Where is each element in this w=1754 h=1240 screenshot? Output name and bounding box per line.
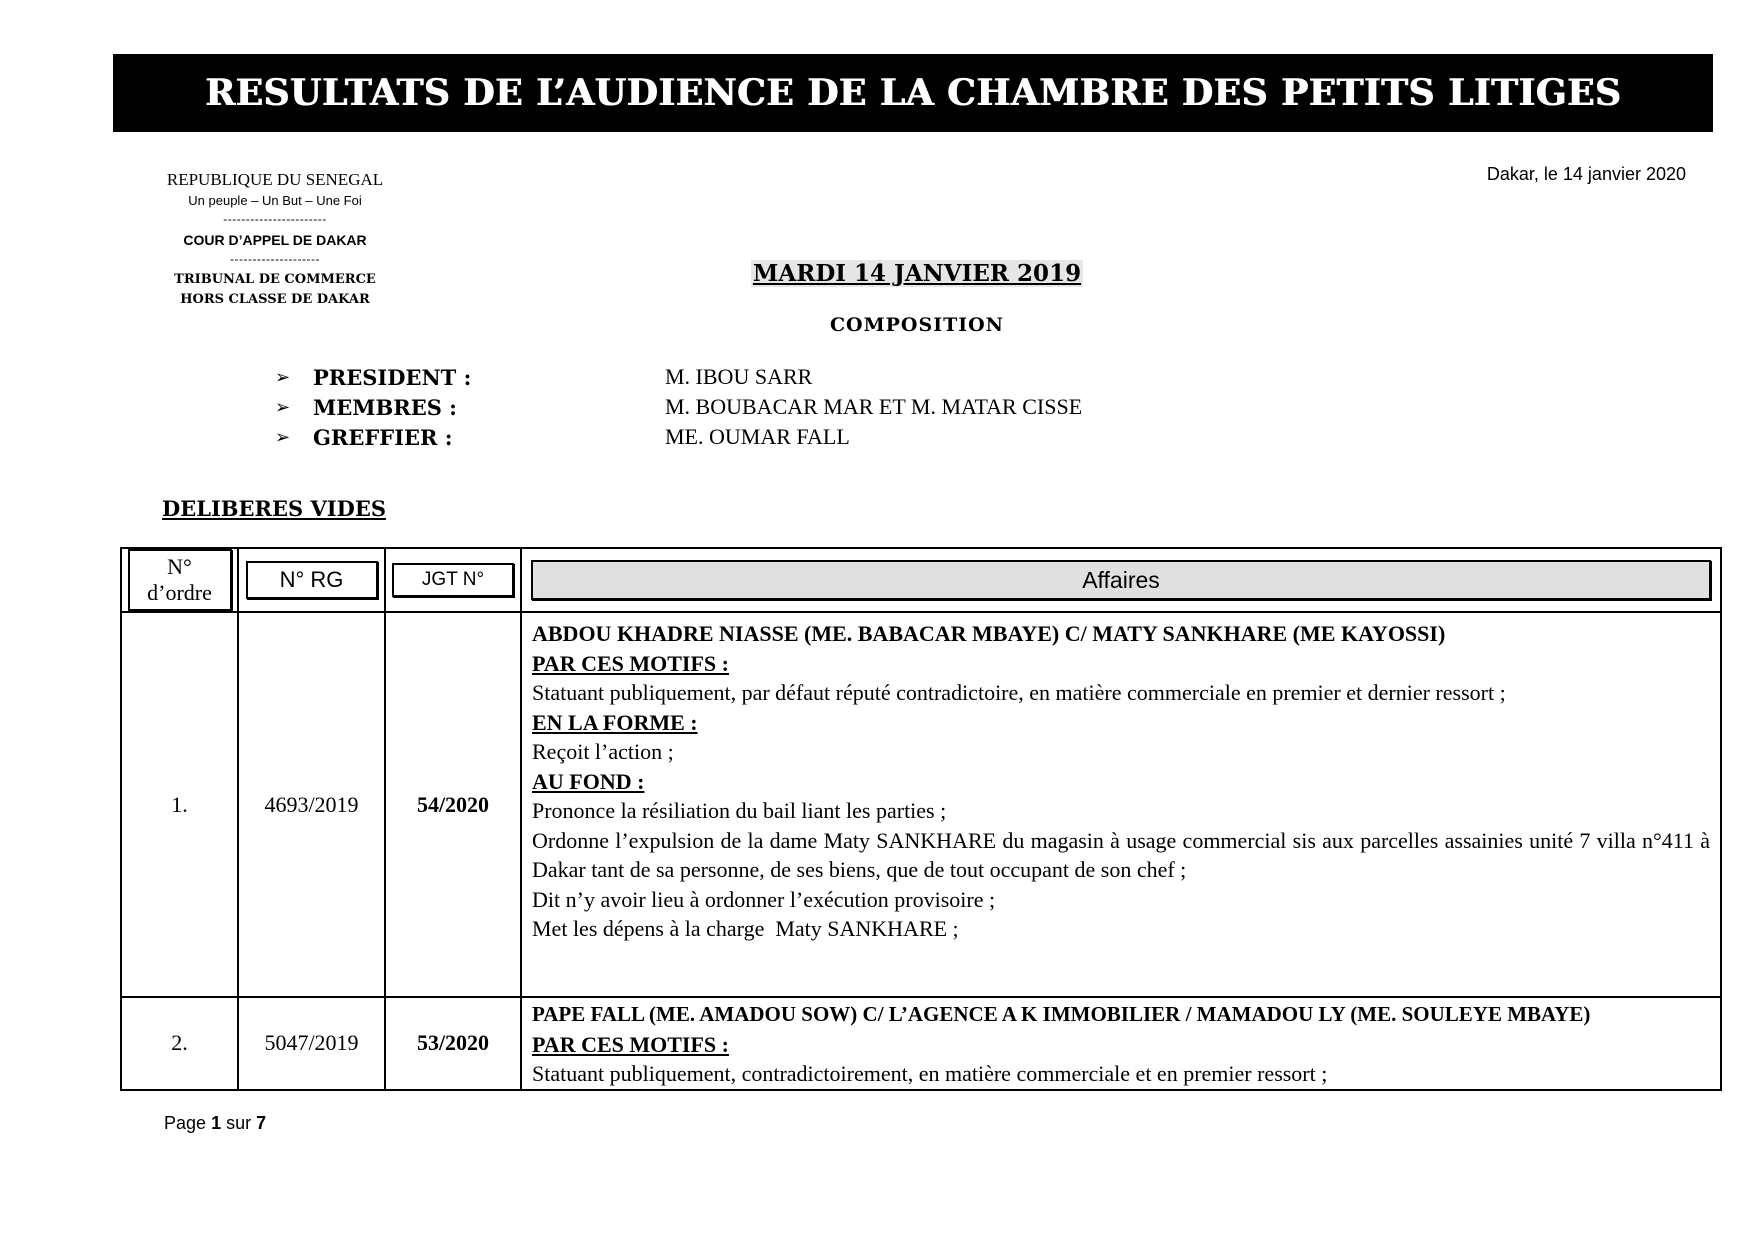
tribunal-name-line1: TRIBUNAL DE COMMERCE: [174, 272, 376, 287]
page-word: Page: [164, 1113, 207, 1133]
motifs-label: PAR CES MOTIFS :: [532, 1031, 729, 1057]
composition-name: M. IBOU SARR: [665, 364, 813, 389]
page-sep: sur: [226, 1113, 252, 1133]
header-affaires: Affaires: [521, 548, 1721, 612]
hearing-date-text: MARDI 14 JANVIER 2019: [752, 260, 1082, 287]
composition-role: MEMBRES :: [313, 394, 457, 420]
motifs-text: Statuant publiquement, contradictoirement, en matière commerciale et en premier ressort ;: [532, 1061, 1328, 1086]
composition-name: M. BOUBACAR MAR ET M. MATAR CISSE: [665, 394, 1083, 419]
composition-row: [275, 392, 1175, 422]
header-ordre-line1: N°: [167, 554, 192, 579]
cases-table: [120, 547, 1722, 1091]
cell-affaire: [521, 997, 1721, 1090]
fond-text: Prononce la résiliation du bail liant les parties ;: [532, 798, 947, 823]
tribunal-name-line2: HORS CLASSE DE DAKAR: [180, 292, 370, 307]
separator: -----------------------: [223, 212, 327, 226]
separator: --------------------: [230, 252, 320, 266]
issuer-block: [150, 170, 400, 310]
cell-ordre: 1.: [121, 612, 238, 997]
cell-rg: 4693/2019: [238, 612, 385, 997]
cell-affaire: [521, 612, 1721, 997]
cell-jgt: 54/2020: [385, 612, 521, 997]
table-header-row: [121, 548, 1721, 612]
composition-list: [275, 362, 1175, 452]
cell-rg: 5047/2019: [238, 997, 385, 1090]
arrow-bullet-icon: ➢: [275, 366, 291, 388]
hearing-date: [600, 260, 1234, 287]
composition-row: [275, 362, 1175, 392]
motifs-label: PAR CES MOTIFS :: [532, 650, 729, 676]
header-ordre-line2: d’ordre: [147, 580, 212, 605]
fond-text: Met les dépens à la charge Maty SANKHARE ;: [532, 916, 959, 941]
page-title: RESULTATS DE L’AUDIENCE DE LA CHAMBRE DES PETITS LITIGES: [204, 72, 1622, 114]
motifs-text: Statuant publiquement, par défaut réputé contradictoire, en matière commerciale en premier et dernier ressort ;: [532, 680, 1506, 705]
forme-label: EN LA FORME :: [532, 709, 698, 735]
header-ordre: [121, 548, 238, 612]
page-current: 1: [211, 1113, 222, 1133]
composition-title: COMPOSITION: [829, 314, 1005, 336]
cell-ordre: 2.: [121, 997, 238, 1090]
fond-label: AU FOND :: [532, 768, 645, 794]
case-parties: ABDOU KHADRE NIASSE (ME. BABACAR MBAYE) C/ MATY SANKHARE (ME KAYOSSI): [532, 621, 1446, 646]
arrow-bullet-icon: ➢: [275, 426, 291, 448]
fond-text: Dit n’y avoir lieu à ordonner l’exécution provisoire ;: [532, 886, 996, 912]
composition-name: ME. OUMAR FALL: [665, 424, 850, 449]
title-banner: [113, 54, 1713, 132]
fond-text: Ordonne l’expulsion de la dame Maty SANKHARE du magasin à usage commercial sis aux parcelles assainies unité 7 villa n°411 à Dakar tant de sa personne, de ses biens, que de tout occupant de son chef ;: [532, 827, 1710, 882]
national-motto: Un peuple – Un But – Une Foi: [188, 193, 362, 208]
forme-text: Reçoit l’action ;: [532, 739, 674, 764]
arrow-bullet-icon: ➢: [275, 396, 291, 418]
table-row: [121, 612, 1721, 997]
composition-role: PRESIDENT :: [313, 364, 472, 390]
republic-name: REPUBLIQUE DU SENEGAL: [166, 170, 384, 189]
composition-row: [275, 422, 1175, 452]
cell-jgt: 53/2020: [385, 997, 521, 1090]
header-jgt: JGT N°: [385, 548, 521, 612]
case-parties: PAPE FALL (ME. AMADOU SOW) C/ L’AGENCE A K IMMOBILIER / MAMADOU LY (ME. SOULEYE MBAYE): [532, 1002, 1591, 1026]
composition-role: GREFFIER :: [313, 424, 453, 450]
court-name: COUR D’APPEL DE DAKAR: [183, 232, 367, 248]
page-total: 7: [256, 1113, 267, 1133]
page-footer: [164, 1113, 266, 1134]
place-date: Dakar, le 14 janvier 2020: [1486, 164, 1686, 184]
section-title: DELIBERES VIDES: [162, 496, 386, 521]
header-rg: N° RG: [238, 548, 385, 612]
table-row: [121, 997, 1721, 1090]
